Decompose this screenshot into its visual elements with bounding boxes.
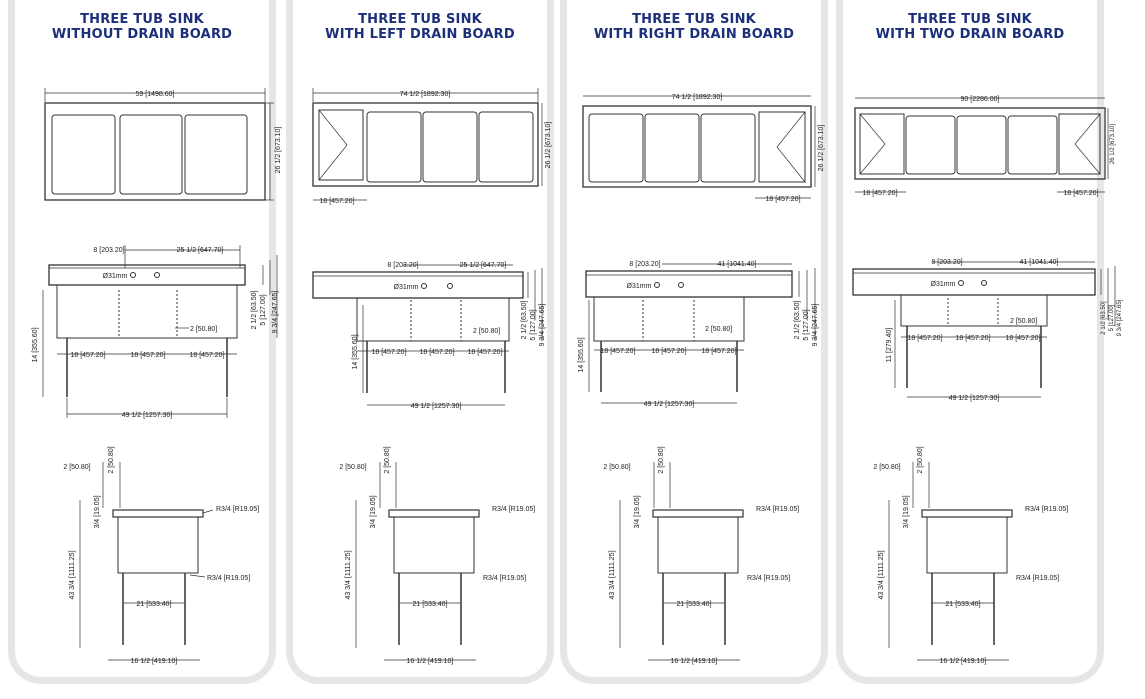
dim-leg-spacing: 49 1/2 [1257.30] xyxy=(643,401,695,408)
side-view xyxy=(80,462,213,660)
dim-depth: 26 1/2 [673.10] xyxy=(818,124,825,172)
side-view xyxy=(889,462,1012,660)
dim-drainboard-right: 18 [457.20] xyxy=(1063,190,1099,197)
front-view xyxy=(313,265,542,405)
faucet-hole-label: Ø31mm xyxy=(102,273,128,280)
dim-depth: 26 1/2 [673.10] xyxy=(275,126,282,174)
dim-side-d2: 2 [50.80] xyxy=(658,446,665,474)
dim-side-d3: 3/4 [19.05] xyxy=(903,495,910,529)
dim-faucet-left: 8 [203.20] xyxy=(629,261,661,268)
dim-bowl-2: 18 [457.20] xyxy=(419,349,455,356)
radius-bottom: R3/4 [R19.05] xyxy=(207,575,251,582)
dim-side-legs: 16 1/2 [419.10] xyxy=(130,658,178,665)
dim-drain: 2 [50.80] xyxy=(190,326,218,333)
dim-side-d3: 3/4 [19.05] xyxy=(94,495,101,529)
title-line-1: THREE TUB SINK xyxy=(632,12,756,27)
dim-front-d2: 5 [127.00] xyxy=(1109,304,1115,332)
dim-bowl-3: 18 [457.20] xyxy=(701,348,737,355)
dim-drain: 2 [50.80] xyxy=(1010,318,1038,325)
dim-front-d2: 5 [127.00] xyxy=(803,309,810,341)
title-line-1: THREE TUB SINK xyxy=(358,12,482,27)
top-view xyxy=(855,98,1108,192)
title-line-1: THREE TUB SINK xyxy=(80,12,204,27)
dim-overall-width: 74 1/2 [1892.30] xyxy=(671,94,723,101)
dim-overall-width: 59 [1498.60] xyxy=(135,91,175,98)
top-view xyxy=(45,88,274,200)
dim-front-d3: 9 3/4 [247.65] xyxy=(812,303,819,347)
dim-side-height: 43 3/4 [1111.25] xyxy=(69,550,76,600)
title-line-2: WITH RIGHT DRAIN BOARD xyxy=(593,27,795,42)
dim-side-d2: 2 [50.80] xyxy=(917,446,924,474)
dim-side-depth: 21 [533.40] xyxy=(945,601,981,608)
top-view xyxy=(583,96,815,198)
dim-side-d1: 2 [50.80] xyxy=(339,464,367,471)
radius-top: R3/4 [R19.05] xyxy=(492,506,536,513)
dim-faucet-left: 8 [203.20] xyxy=(931,259,963,266)
dim-side-d1: 2 [50.80] xyxy=(873,464,901,471)
dim-front-d1: 2 1/2 [63.50] xyxy=(794,300,801,340)
top-view xyxy=(313,88,542,200)
dim-bowl-1: 18 [457.20] xyxy=(600,348,636,355)
dim-side-legs: 16 1/2 [419.10] xyxy=(406,658,454,665)
front-view xyxy=(43,245,277,418)
dim-front-d3: 9 3/4 [247.65] xyxy=(1117,299,1123,337)
dim-side-height: 43 3/4 [1111.25] xyxy=(345,550,352,600)
dim-front-d3: 9 3/4 [247.65] xyxy=(272,290,279,334)
radius-top: R3/4 [R19.05] xyxy=(1025,506,1069,513)
dim-bowl-1: 18 [457.20] xyxy=(70,352,106,359)
dim-front-d1: 2 1/2 [63.50] xyxy=(521,300,528,340)
dim-side-legs: 16 1/2 [419.10] xyxy=(670,658,718,665)
dim-faucet-right: 41 [1041.40] xyxy=(1019,259,1059,266)
dim-bowl-2: 18 [457.20] xyxy=(955,335,991,342)
sink-drawing xyxy=(293,0,552,677)
dim-depth: 26 1/2 [673.10] xyxy=(1110,123,1116,165)
dim-overall-width: 74 1/2 [1892.30] xyxy=(399,91,451,98)
dim-side-d2: 2 [50.80] xyxy=(108,446,115,474)
dim-height: 11 [279.40] xyxy=(886,327,893,363)
dim-leg-spacing: 49 1/2 [1257.30] xyxy=(948,395,1000,402)
sink-drawing xyxy=(843,0,1123,677)
dim-faucet-right: 25 1/2 [647.70] xyxy=(176,247,224,254)
radius-bottom: R3/4 [R19.05] xyxy=(747,575,791,582)
dim-side-d3: 3/4 [19.05] xyxy=(370,495,377,529)
dim-drainboard-left: 18 [457.20] xyxy=(319,198,355,205)
dim-bowl-3: 18 [457.20] xyxy=(189,352,225,359)
dim-height: 14 [355.60] xyxy=(578,337,585,373)
side-view xyxy=(356,462,479,660)
dim-depth: 26 1/2 [673.10] xyxy=(545,121,552,169)
panel-right-drainboard xyxy=(567,0,825,677)
faucet-hole-label: Ø31mm xyxy=(930,281,956,288)
dim-side-d2: 2 [50.80] xyxy=(384,446,391,474)
dim-bowl-3: 18 [457.20] xyxy=(467,349,503,356)
title-line-1: THREE TUB SINK xyxy=(908,12,1032,27)
faucet-hole-label: Ø31mm xyxy=(626,283,652,290)
dim-side-height: 43 3/4 [1111.25] xyxy=(878,550,885,600)
dim-front-d2: 5 [127.00] xyxy=(530,309,537,341)
title-line-2: WITH LEFT DRAIN BOARD xyxy=(325,27,515,42)
dim-bowl-1: 18 [457.20] xyxy=(371,349,407,356)
panel-two-drainboards xyxy=(843,0,1123,677)
radius-bottom: R3/4 [R19.05] xyxy=(483,575,527,582)
dim-bowl-1: 18 [457.20] xyxy=(907,335,943,342)
dim-front-d3: 9 3/4 [247.65] xyxy=(539,303,546,347)
radius-bottom: R3/4 [R19.05] xyxy=(1016,575,1060,582)
dim-faucet-right: 41 [1041.40] xyxy=(717,261,757,268)
dim-side-d3: 3/4 [19.05] xyxy=(634,495,641,529)
radius-top: R3/4 [R19.05] xyxy=(756,506,800,513)
sink-drawing xyxy=(15,0,282,677)
side-view xyxy=(620,462,743,660)
front-view xyxy=(586,264,815,403)
dim-faucet-left: 8 [203.20] xyxy=(387,262,419,269)
dim-side-depth: 21 [533.40] xyxy=(676,601,712,608)
dim-front-d1: 2 1/2 [63.50] xyxy=(1101,301,1107,335)
panel-left-drainboard xyxy=(293,0,552,677)
dim-height: 14 [355.60] xyxy=(352,334,359,370)
dim-side-depth: 21 [533.40] xyxy=(136,601,172,608)
dim-drainboard-right: 18 [457.20] xyxy=(765,196,801,203)
dim-bowl-2: 18 [457.20] xyxy=(651,348,687,355)
dim-front-d2: 5 [127.00] xyxy=(260,294,267,326)
faucet-hole-label: Ø31mm xyxy=(393,284,419,291)
dim-faucet-right: 25 1/2 [647.70] xyxy=(459,262,507,269)
dim-leg-spacing: 49 1/2 [1257.30] xyxy=(121,412,173,419)
sink-drawing xyxy=(567,0,825,677)
dim-side-legs: 16 1/2 [419.10] xyxy=(939,658,987,665)
dim-overall-width: 90 [2286.00] xyxy=(960,96,1000,103)
radius-top: R3/4 [R19.05] xyxy=(216,506,260,513)
dim-height: 14 [355.60] xyxy=(32,327,39,363)
dim-side-depth: 21 [533.40] xyxy=(412,601,448,608)
dim-drain: 2 [50.80] xyxy=(705,326,733,333)
title-line-2: WITH TWO DRAIN BOARD xyxy=(875,27,1065,42)
panel-no-drainboard xyxy=(15,0,282,677)
dim-side-d1: 2 [50.80] xyxy=(603,464,631,471)
title-line-2: WITHOUT DRAIN BOARD xyxy=(51,27,233,42)
dim-drainboard-left: 18 [457.20] xyxy=(862,190,898,197)
dim-faucet-left: 8 [203.20] xyxy=(93,247,125,254)
dim-bowl-2: 18 [457.20] xyxy=(130,352,166,359)
dim-side-height: 43 3/4 [1111.25] xyxy=(609,550,616,600)
dim-front-d1: 2 1/2 [63.50] xyxy=(251,290,258,330)
dim-bowl-3: 18 [457.20] xyxy=(1005,335,1041,342)
dim-leg-spacing: 49 1/2 [1257.30] xyxy=(410,403,462,410)
dim-side-d1: 2 [50.80] xyxy=(63,464,91,471)
dim-drain: 2 [50.80] xyxy=(473,328,501,335)
